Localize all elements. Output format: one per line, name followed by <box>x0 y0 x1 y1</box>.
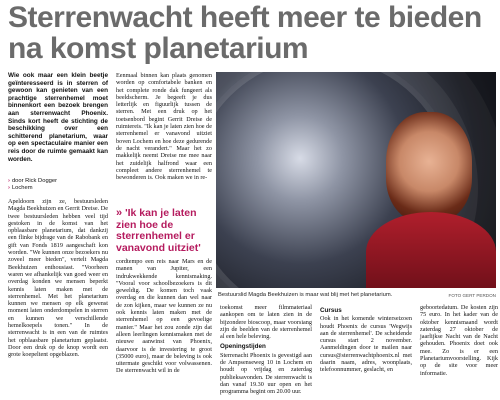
openingstijden-text: Sterrenacht Phoenix is gevestigd aan de Ampsenseweg 10 in Lochem en houdt op vrijdag en zaterdag publieksavonden. De sterrenwacht is dan vanaf 19.30 uur open en het programma begint om 20.00 uur. <box>220 351 312 396</box>
body-column-1: Apeldoorn zijn ze, bestuursleden Magda Beekhuizen en Gerrit Dreise. De twee bestuursleden hebben veel tijd gestoken in de komst van het opblaasbare planetarium, dat dankzij een flinke bijdrage van de Rabobank en gift van Fonds 1819 aangeschaft kon worden. "We kunnen onze bezoekers nu zoveel meer bieden", vertelt Magda Beekhuizen enthousiast. "Voorheen waren we afhankelijk van goed weer en overdag konden we mensen beperkt kennis laten maken met de sterrenhemel. Met het planetarium kunnen we mensen op elk gewenst moment laten onderdompelen in sterren en kunnen we verschillende hemelkoepels tonen." In de sterrenwacht is in een van de ruimtes het opblaasbare planetarium geplaatst. Door een druk op de knop wordt een grote koepeltent opgeblazen. <box>8 198 108 359</box>
body-column-4 <box>320 304 412 374</box>
headline: Sterrenwacht heeft meer te bieden na komst planetarium <box>8 1 482 65</box>
body-column-2-continued: cordtempo een reis naar Mars en de manen van Jupiter, een indrukwekkende kennismaking. "Vooral voor schoolbezoekers is dit geweldig. De komen toch vaak overdag en die kunnen dan wel naar de zon kijken, maar we kunnen ze nu ook kennis laten maken met de sterrenhemel op een gevoelige manier." Maar het zou zonde zijn dat alleen leerlingen kennismaken met de nieuwe aanwinst van Phoenix, daarvoor is de investering te groot (35000 euro), maar de beleving is ook uitermate geschikt voor volwassenen. De sterrenwacht wil in de <box>116 258 212 375</box>
cursus-text: Ook in het komende winterseizoen houdt Phoenix de cursus 'Wegwijs aan de sterrenhemel'. De scheidende cursus start 2 november. Aanmeldingen door te mailen naar cursus@sterrenwachtphoenix.nl met daarin naam, adres, woonplaats, telefoonnummer, geslacht, en <box>320 315 412 374</box>
pull-quote-text: 'Ik kan je laten zien hoe de sterrenhemel er vanavond uitziet' <box>116 207 201 254</box>
byline-arrow-icon: › <box>8 178 10 184</box>
portrait-shirt <box>366 212 496 288</box>
closing-paragraph: toekomst meer filmmateriaal aankopen om te laten zien in de bijzondere bioscoop, maar voorsiang zijn de beelden van de sterrenhemel al een hele beleving. <box>220 304 312 341</box>
photo-caption <box>218 292 496 299</box>
quote-marker-icon: » <box>116 207 123 219</box>
openingstijden-heading: Openingstijden <box>220 343 266 351</box>
photo-caption-text: Bestuurslid Magda Beekhuizen is maar wat blij met het planetarium. <box>218 292 393 298</box>
byline-place: Lochem <box>11 185 33 191</box>
body-column-3 <box>220 304 312 396</box>
photo-credit: FOTO GERT PERDON <box>448 293 496 298</box>
portrait-figure <box>386 112 472 222</box>
article-photo <box>216 72 496 288</box>
cursus-heading: Cursus <box>320 307 342 314</box>
body-column-5: geboortedatum. De kosten zijn 75 euro. In het kader van de oktober kennismaand wordt zaterdag 27 oktober de jaarlijkse Nacht van de Nacht gehouden. Phoenix doet ook mee. Zo is er een Planetariumvoorstelling. Kijk op de site voor meer informatie. <box>420 304 498 377</box>
location-arrow-icon: › <box>8 185 10 191</box>
body-column-2: Eenmaal binnen kan plaats genomen worden op comfortabele banken en het complete ronde dak fungeert als beeldscherm. Je begeeft je dus letterlijk en figuurlijk tussen de sterren. Met een druk op het toetsenbord begint Gerrit Dreise de ruimtereis. "Ik kan je laten zien hoe de sterrenhemel er vanavond uitziet boven Lochem en hoe deze gedurende de nacht verandert." Maar het zo makkelijk neemt Dreise me mee naar het zuidelijk halfrond waar een compleet andere sterrenhemel te bewonderen is. Ook maken we in re- <box>116 72 212 182</box>
lead-paragraph: Wie ook maar een klein beetje geïnteresseerd is in sterren of gewoon kan genieten van een prachtige sterrenhemel moet binnenkort een bezoek brengen aan sterrenwacht Phoenix. Sinds kort heeft de stichting de beschikking over een schitterend planetarium, waar op een spectaculaire manier een reis door de ruimte gemaakt kan worden. <box>8 72 108 163</box>
byline-author: door Rick Dogger <box>11 178 58 184</box>
pull-quote <box>116 208 214 254</box>
byline <box>8 178 108 192</box>
